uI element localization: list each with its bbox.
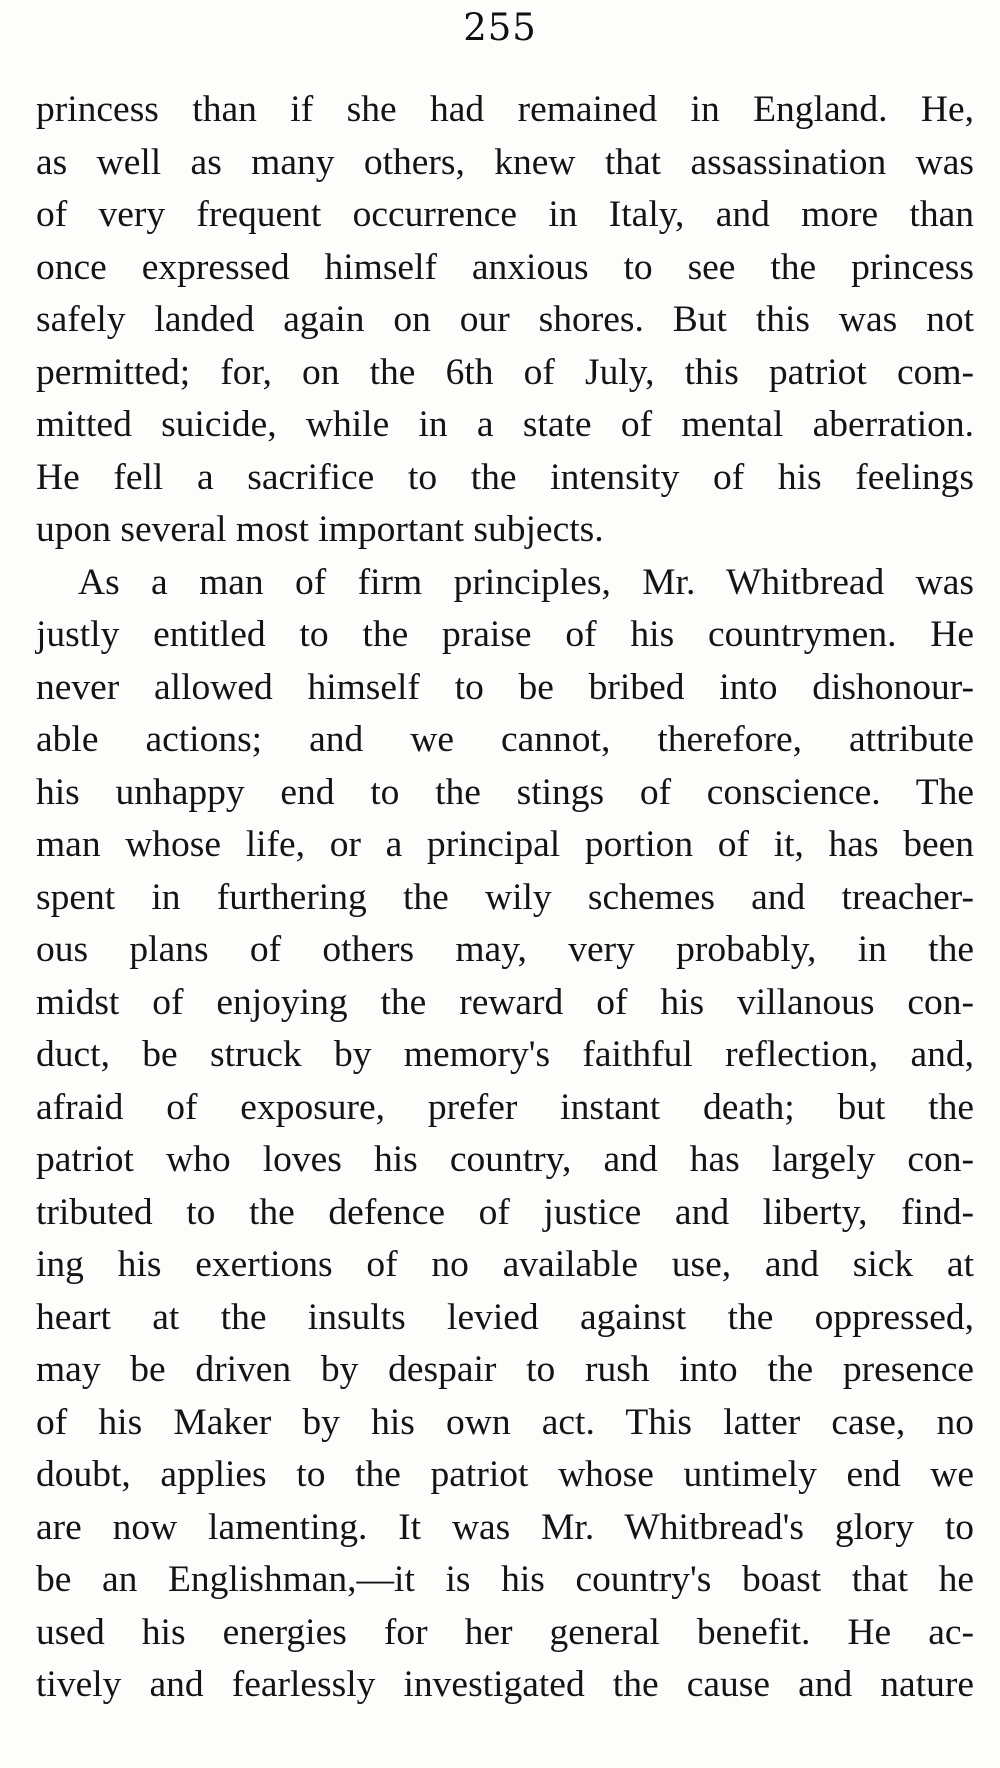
- text-line: used his energies for her general benefit. He ac-: [36, 1611, 974, 1653]
- text-line: may be driven by despair to rush into the presence: [36, 1349, 974, 1390]
- text-line: afraid of exposure, prefer instant death; but the: [36, 1086, 974, 1128]
- text-line: able actions; and we cannot, therefore, attribute: [36, 719, 974, 760]
- text-line: of his Maker by his own act. This latter case, no: [36, 1401, 974, 1443]
- text-line: tively and fearlessly investigated the cause and nature: [36, 1664, 974, 1705]
- page-number: 255: [463, 6, 537, 49]
- text-line: his unhappy end to the stings of conscience. The: [36, 771, 974, 813]
- text-line: be an Englishman,—it is his country's boast that he: [36, 1559, 974, 1600]
- text-line: of very frequent occurrence in Italy, and more than: [36, 194, 974, 235]
- text-line: mitted suicide, while in a state of mental aberration.: [36, 404, 974, 445]
- paragraph-end-line: upon several most important subjects.: [36, 509, 604, 550]
- text-line: once expressed himself anxious to see the princess: [36, 246, 974, 288]
- text-line: safely landed again on our shores. But this was not: [36, 299, 974, 340]
- text-line: tributed to the defence of justice and liberty, find-: [36, 1191, 974, 1233]
- text-line: princess than if she had remained in England. He,: [36, 89, 974, 130]
- text-line: heart at the insults levied against the oppressed,: [36, 1296, 974, 1338]
- text-line: doubt, applies to the patriot whose untimely end we: [36, 1454, 974, 1495]
- paragraph-start-line: As a man of firm principles, Mr. Whitbread was: [78, 561, 974, 603]
- body-text: [36, 84, 974, 1712]
- text-line: permitted; for, on the 6th of July, this patriot com-: [36, 351, 974, 393]
- text-line: duct, be struck by memory's faithful reflection, and,: [36, 1034, 974, 1075]
- text-line: justly entitled to the praise of his countrymen. He: [36, 614, 974, 655]
- text-line: never allowed himself to be bribed into dishonour-: [36, 666, 974, 708]
- text-line: midst of enjoying the reward of his villanous con-: [36, 981, 974, 1023]
- text-line: man whose life, or a principal portion of it, has been: [36, 824, 974, 865]
- text-line: ing his exertions of no available use, and sick at: [36, 1244, 974, 1285]
- text-line: are now lamenting. It was Mr. Whitbread's glory to: [36, 1506, 974, 1548]
- text-line: patriot who loves his country, and has largely con-: [36, 1139, 974, 1180]
- text-line: ous plans of others may, very probably, in the: [36, 929, 974, 970]
- text-line: spent in furthering the wily schemes and treacher-: [36, 876, 974, 918]
- text-line: He fell a sacrifice to the intensity of his feelings: [36, 456, 974, 498]
- text-line: as well as many others, knew that assassination was: [36, 141, 974, 183]
